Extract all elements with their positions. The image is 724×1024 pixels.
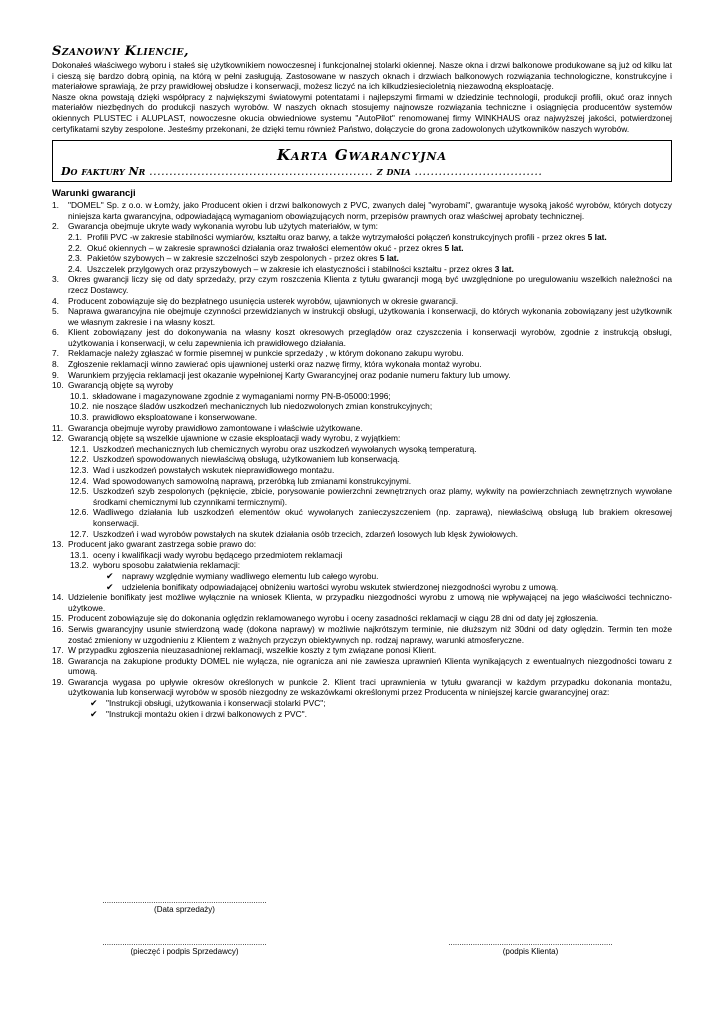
sub-number: 10.2. (70, 401, 89, 412)
condition-number: 14. (52, 592, 64, 603)
condition-number: 19. (52, 676, 64, 687)
sub-text: Pakietów szybowych – w zakresie szczelności szyb zespolonych - przez okres (87, 253, 380, 264)
condition-item (52, 423, 672, 434)
sub-item (68, 465, 672, 476)
condition-number: 12. (52, 433, 64, 444)
invoice-number-field[interactable]: ........................................................ (149, 165, 373, 179)
condition-text: Zgłoszenie reklamacji winno zawierać opis ujawnionej usterki oraz nazwę firmy, która wykonała montaż wyrobu. (68, 359, 482, 370)
sub-text: Uszkodzeń spowodowanych niewłaściwą obsługą, użytkowaniem lub konserwacją. (93, 454, 400, 465)
sub-item (68, 444, 672, 455)
sub-item (68, 391, 672, 402)
sub-bold: 5 lat. (444, 242, 464, 253)
condition-text: Naprawa gwarancyjna nie obejmuje czynności przewidzianych w instrukcji obsługi, użytkowania i konserwacji, do których wykonania zobowiązany jest użytkownik we własnym zakresie i na własny koszt. (68, 306, 672, 327)
condition-item (52, 656, 672, 677)
sub-number: 12.1. (70, 443, 89, 454)
sub-text: Uszkodzeń szyb zespolonych (pęknięcie, zbicie, porysowanie powierzchni zewnętrznych oraz plamy, wykwity na powierzchniach zewnętrznych wywołane środkami chemicznymi lub czynnikami termicznymi). (93, 486, 672, 507)
greeting: Szanowny Kliencie, (52, 44, 189, 59)
sub-item (68, 486, 672, 507)
sub-text: prawidłowo eksploatowane i konserwowane. (92, 412, 258, 423)
condition-text: Serwis gwarancyjny usunie stwierdzoną wadę (dokona naprawy) w możliwie najkrótszym terminie, nie dłuższym niż 30dni od daty oględzin. Termin ten może zostać zmieniony w uzgodnieniu z Klientem z ważnych przyczyn obiektywnych np. rodzaj naprawy, warunki atmosferyczne. (68, 623, 672, 645)
condition-text: Gwarancja wygasa po upływie okresów określonych w punkcie 2. Klient traci uprawnienia w tytułu gwarancji w każdym przypadku dokonania montażu, użytkowania lub konserwacji wyrobów w sposób niezgodny ze wskazówkami określonymi przez Producenta w niniejszej karcie gwarancyjnej oraz: (68, 676, 672, 698)
sub-text: Profili PVC -w zakresie stabilności wymiarów, kształtu oraz barwy, a także wytrzymałości połączeń konstrukcyjnych profili - przez okres (87, 231, 588, 242)
condition-text: Reklamacje należy zgłaszać w formie pisemnej w punkcie sprzedaży , w którym dokonano zakupu wyrobu. (68, 348, 464, 359)
checkmark-icon: ✔ (106, 581, 114, 592)
sub-item (68, 253, 672, 264)
condition-text: "DOMEL" Sp. z o.o. w Łomży, jako Producent okien i drzwi balkonowych z PVC, zwanych dalej "wyrobami", gwarantuje wysoką jakość wyrobów, których dotyczy niniejsza karta gwarancyjna, odpowiadającą wymaganiom obowiązujących norm, przepisów prawnych oraz właściwej aprobaty technicznej. (68, 200, 672, 221)
sub-number: 13.2. (70, 560, 89, 571)
condition-item (52, 327, 672, 348)
check-item (68, 709, 672, 720)
sub-item (68, 507, 672, 528)
sub-text: nie noszące śladów uszkodzeń mechanicznych lub niedozwolonych zmian konstrukcyjnych; (92, 401, 433, 412)
condition-number: 8. (52, 359, 59, 370)
sub-item (68, 401, 672, 412)
condition-text: Gwarancja obejmuje wyroby prawidłowo zamontowane i właściwie użytkowane. (68, 422, 363, 433)
condition-item (52, 274, 672, 295)
check-item (68, 698, 672, 709)
condition-text: Gwarancja na zakupione produkty DOMEL nie wyłącza, nie ogranicza ani nie zawiesza uprawnień Klienta wynikających z ewentualnych niezgodności towaru z umową. (68, 655, 672, 677)
condition-item (52, 359, 672, 370)
check-item (68, 571, 672, 582)
sub-item (68, 243, 672, 254)
condition-item (52, 306, 672, 327)
intro-paragraph-1: Dokonałeś właściwego wyboru i stałeś się użytkownikiem nowoczesnej i funkcjonalnej stolarki okiennej. Nasze okna i drzwi balkonowe produkowane są już od kilku lat i cieszą się bardzo dobrą opinią, na którą w pełni zasługują. Zastosowane w naszych oknach i drzwiach balkonowych rozwiązania technologiczne, konstrukcyjne i materiałowe sprawiają, że przy prawidłowej obsłudze i konserwacji, możesz liczyć na ich kilkudziesiecioletnią niezawodną eksploatację. (52, 60, 672, 92)
card-title: Karta Gwarancyjna (277, 146, 447, 165)
condition-text: Producent jako gwarant zastrzega sobie prawo do: (68, 539, 257, 550)
conditions-list (52, 200, 672, 719)
sub-number: 12.3. (70, 465, 89, 475)
sub-text: wyboru sposobu załatwienia reklamacji: (93, 560, 241, 571)
condition-text: Producent zobowiązuje się do dokonania oględzin reklamowanego wyrobu i oceny zasadności reklamacji w ciągu 28 dni od daty jej zgłoszenia. (68, 613, 599, 624)
sale-date-label: (Data sprzedaży) (154, 905, 215, 914)
seller-signature (92, 938, 277, 956)
condition-number: 16. (52, 623, 64, 634)
condition-item (52, 433, 672, 539)
sub-text: Wad i uszkodzeń powstałych wskutek nieprawidłowego montażu. (93, 465, 335, 475)
client-signature-line[interactable]: .......................................................................... (448, 938, 613, 947)
sub-text: składowane i magazynowane zgodnie z wymaganiami normy PN-B-05000:1996; (92, 390, 391, 401)
condition-number: 11. (52, 422, 64, 433)
condition-text: Gwarancją objęte są wyroby (68, 380, 174, 391)
condition-number: 3. (52, 274, 59, 285)
sub-item (68, 454, 672, 465)
sub-item (68, 264, 672, 275)
sub-number: 12.2. (70, 454, 89, 465)
condition-text: Gwarancją objęte są wszelkie ujawnione w czasie eksploatacji wady wyrobu, z wyjątkiem: (68, 433, 401, 444)
condition-item (52, 348, 672, 359)
sub-text: oceny i kwalifikacji wady wyrobu będącego przedmiotem reklamacji (93, 549, 343, 560)
condition-number: 2. (52, 221, 59, 232)
condition-text: Warunkiem przyjęcia reklamacji jest okazanie wypełnionej Karty Gwarancyjnej oraz podanie numeru faktury lub umowy. (68, 369, 511, 380)
condition-number: 6. (52, 327, 59, 338)
warranty-card-box (52, 140, 672, 182)
condition-item (52, 624, 672, 645)
intro-paragraph-2: Nasze okna powstają dzięki współpracy z największymi światowymi potentatami i najlepszymi firmami w dziedzinie technologii, produkcji profili, okuć oraz innych materiałów niezbędnych do produkcji naszych wyrobów. W naszych oknach stosujemy najnowsze rozwiązania techniczne i osiągnięcia producentów systemów okiennych PLUSTEC i ALUPLAST, nowoczesne okucia obwiedniowe systemu "AutoPilot" renomowanej firmy WINKHAUS oraz najwyższej jakości, potwierdzonej certyfikatami szyby zespolone. Jesteśmy przekonani, że dzięki temu również Państwo, dołączycie do grona zadowolonych użytkowników naszych wyrobów. (52, 91, 672, 134)
condition-number: 18. (52, 655, 64, 666)
sub-text: Uszczelek przylgowych oraz przyszybowych – w zakresie ich elastyczności i stabilności kształtu - przez okres (87, 263, 495, 274)
condition-text: Klient zobowiązany jest do dokonywania na własny koszt okresowych przeglądów oraz czyszczenia i konserwacji wyrobów, zgodnie z instrukcją obsługi, użytkowania i konserwacji, w celu zapewnienia ich prawidłowego działania. (68, 327, 672, 348)
condition-text: Producent zobowiązuje się do bezpłatnego usunięcia usterek wyrobów, ujawnionych w okresie gwarancji. (68, 295, 459, 306)
condition-item (52, 296, 672, 307)
sub-number: 12.6. (70, 507, 89, 518)
check-item (68, 582, 672, 593)
condition-text: Gwarancja obejmuje ukryte wady wykonania wyrobu lub użytych materiałów, w tym: (68, 221, 379, 232)
sub-number: 12.5. (70, 486, 89, 497)
condition-number: 15. (52, 613, 64, 624)
sub-number: 10.1. (70, 390, 89, 401)
sale-date-signature (92, 896, 277, 914)
sub-item (68, 560, 672, 571)
condition-number: 7. (52, 348, 59, 359)
check-text: "Instrukcji obsługi, użytkowania i konserwacji stolarki PVC"; (106, 698, 326, 709)
condition-item (52, 645, 672, 656)
condition-item (52, 613, 672, 624)
intro (52, 60, 672, 134)
condition-item (52, 221, 672, 274)
checkmark-icon: ✔ (90, 708, 98, 719)
client-signature (438, 938, 623, 956)
condition-number: 4. (52, 295, 59, 306)
sub-bold: 5 lat. (587, 231, 607, 242)
condition-number: 1. (52, 200, 59, 211)
sub-number: 2.1. (68, 231, 82, 242)
sub-number: 2.2. (68, 242, 82, 253)
sub-number: 2.3. (68, 253, 82, 264)
sub-bold: 3 lat. (494, 263, 514, 274)
sale-date-line[interactable]: .......................................................................... (102, 896, 267, 905)
checkmark-icon: ✔ (106, 570, 114, 581)
sub-item (68, 232, 672, 243)
warranty-document (52, 44, 672, 719)
invoice-label: Do faktury Nr (61, 165, 146, 179)
condition-item (52, 200, 672, 221)
sub-text: Wad spowodowanych samowolną naprawą, przeróbką lub zmianami konstrukcyjnymi. (93, 475, 412, 486)
condition-text: Okres gwarancji liczy się od daty sprzedaży, przy czym roszczenia Klienta z tytułu gwarancji mogą być uwzględnione po uregulowaniu wszelkich należności na rzecz Dostawcy. (68, 274, 672, 295)
sub-text: Uszkodzeń i wad wyrobów powstałych na skutek działania osób trzecich, zdarzeń losowych lub klęsk żywiołowych. (93, 528, 518, 539)
sub-item (68, 529, 672, 540)
sub-number: 13.1. (70, 549, 89, 560)
check-text: "Instrukcji montażu okien i drzwi balkonowych z PVC". (106, 708, 307, 719)
client-signature-label: (podpis Klienta) (502, 947, 559, 956)
condition-item (52, 592, 672, 613)
condition-item (52, 677, 672, 719)
condition-item (52, 539, 672, 592)
condition-number: 5. (52, 306, 59, 317)
sub-text: Wadliwego działania lub uszkodzeń elementów okuć wywołanych zanieczyszczeniem (np. zaprawą), niewłaściwą obsługą lub brakiem okresowej konserwacji. (93, 507, 672, 528)
invoice-line (61, 165, 663, 179)
seller-signature-label: (pieczęć i podpis Sprzedawcy) (130, 947, 239, 956)
check-text: udzielenia bonifikaty odpowiadającej obniżeniu wartości wyrobu wskutek stwierdzonej niezgodności wyrobu z umową. (122, 581, 559, 592)
condition-number: 10. (52, 380, 64, 391)
sub-number: 2.4. (68, 263, 82, 274)
checkmark-icon: ✔ (90, 698, 98, 709)
condition-item (52, 380, 672, 422)
sub-item (68, 412, 672, 423)
sub-item (68, 550, 672, 561)
seller-signature-line[interactable]: .......................................................................... (102, 938, 267, 947)
sub-number: 12.4. (70, 475, 89, 486)
sub-number: 10.3. (70, 412, 89, 423)
condition-text: Udzielenie bonifikaty jest możliwe wyłącznie na wniosek Klienta, w przypadku niezgodności wyrobu z umową nie wpływającej na jego właściwości techniczno-użytkowe. (68, 592, 672, 613)
date-label: z dnia (376, 165, 411, 179)
check-text: naprawy względnie wymiany wadliwego elementu lub całego wyrobu. (122, 570, 379, 581)
sub-text: Uszkodzeń mechanicznych lub chemicznych wyrobu oraz uszkodzeń wywołanych wysoką temperaturą. (93, 443, 477, 454)
condition-item (52, 370, 672, 381)
conditions-heading: Warunki gwarancji (52, 188, 136, 200)
condition-number: 13. (52, 539, 64, 550)
sub-text: Okuć okiennych – w zakresie sprawności działania oraz trwałości elementów okuć - przez okres (87, 242, 445, 253)
sub-bold: 5 lat. (379, 253, 399, 264)
invoice-date-field[interactable]: ................................ (414, 165, 543, 179)
sub-item (68, 476, 672, 487)
condition-number: 9. (52, 369, 59, 380)
condition-text: W przypadku zgłoszenia nieuzasadnionej reklamacji, wszelkie koszty z tym związane ponosi Klient. (68, 645, 437, 656)
condition-number: 17. (52, 645, 64, 656)
sub-number: 12.7. (70, 528, 89, 539)
